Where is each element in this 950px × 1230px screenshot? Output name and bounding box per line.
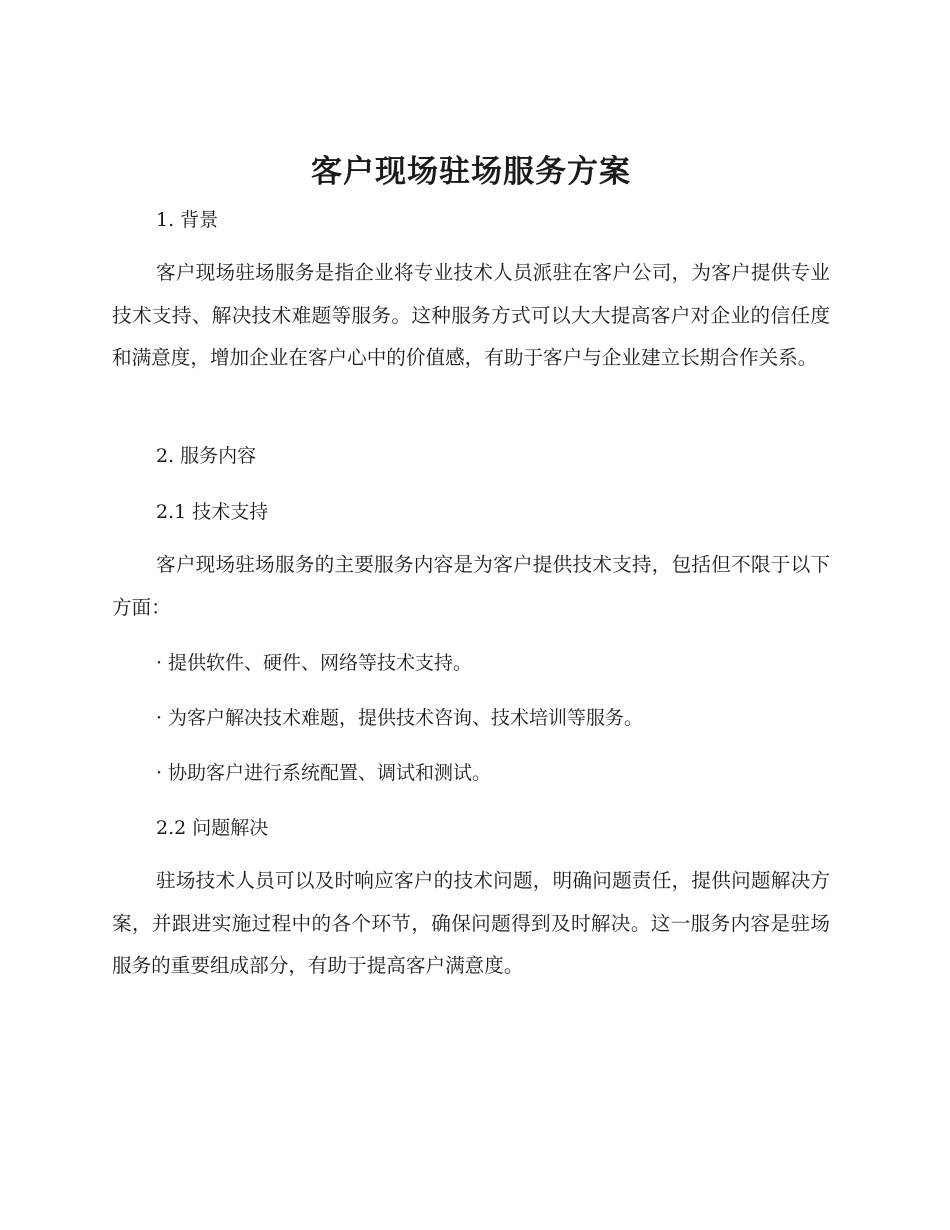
paragraph-background: 客户现场驻场服务是指企业将专业技术人员派驻在客户公司，为客户提供专业技术支持、解决技术难题等服务。这种服务方式可以大大提高客户对企业的信任度和满意度，增加企业在客户心中的价值感，有助于客户与企业建立长期合作关系。	[112, 261, 830, 369]
list-item	[156, 758, 830, 788]
list-item-text: 提供软件、硬件、网络等技术支持。	[168, 652, 473, 674]
list-item-text: 协助客户进行系统配置、调试和测试。	[168, 762, 492, 784]
bullet-icon: ·	[156, 652, 163, 674]
list-item-text: 为客户解决技术难题，提供技术咨询、技术培训等服务。	[168, 707, 644, 729]
section-heading-service-content: 2. 服务内容	[156, 445, 257, 467]
section-heading-background: 1. 背景	[156, 209, 219, 231]
paragraph-problem-solving: 驻场技术人员可以及时响应客户的技术问题，明确问题责任，提供问题解决方案，并跟进实施过程中的各个环节，确保问题得到及时解决。这一服务内容是驻场服务的重要组成部分，有助于提高客户满意度。	[112, 869, 830, 977]
paragraph-tech-support: 客户现场驻场服务的主要服务内容是为客户提供技术支持，包括但不限于以下方面：	[112, 553, 830, 619]
subsection-heading-tech-support: 2.1 技术支持	[156, 501, 269, 523]
document-title: 客户现场驻场服务方案	[311, 154, 631, 190]
bullet-icon: ·	[156, 707, 163, 729]
list-item	[156, 648, 830, 678]
list-item	[156, 703, 830, 733]
bullet-icon: ·	[156, 762, 163, 784]
subsection-heading-problem-solving: 2.2 问题解决	[156, 817, 269, 839]
